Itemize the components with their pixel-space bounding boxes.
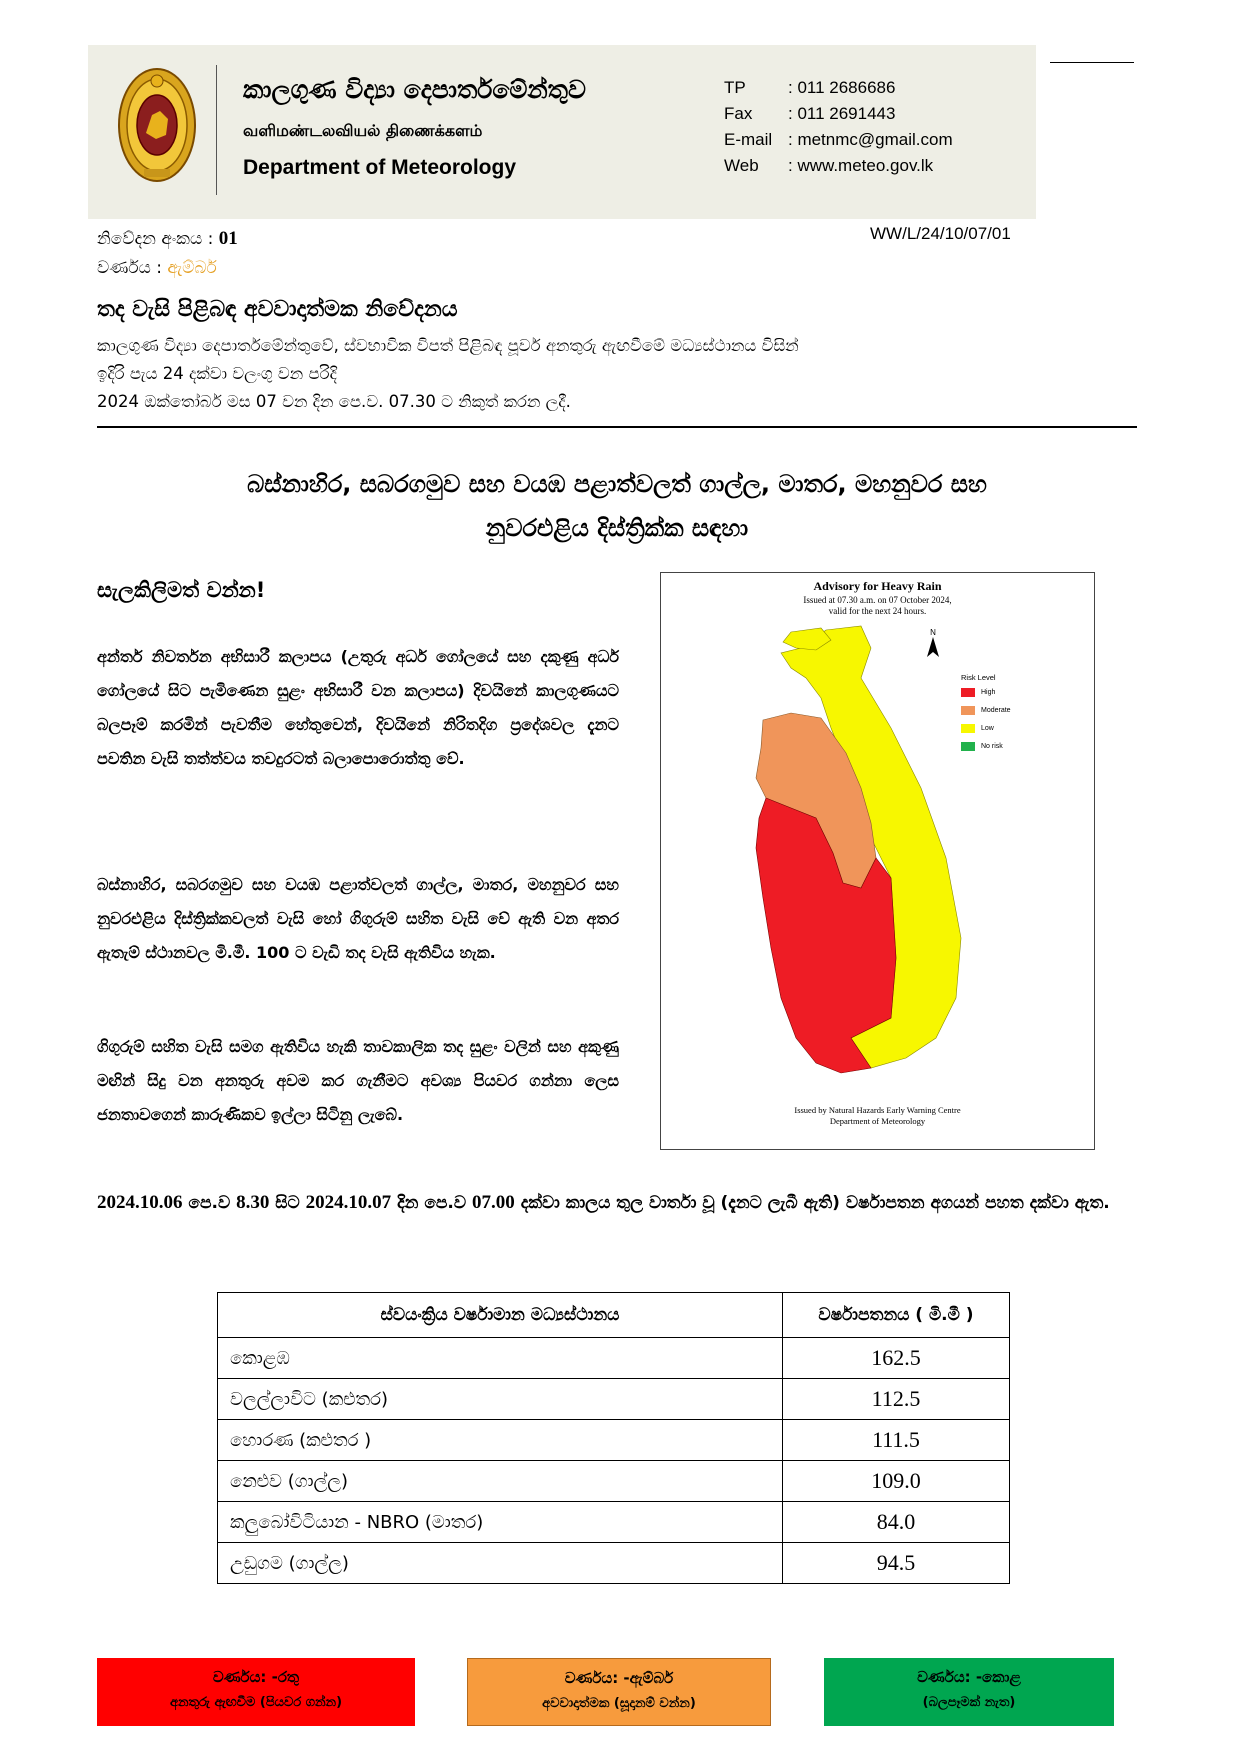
org-name-sinhala: කාලගුණ විද්‍යා දෙපාර්තමේන්තුව	[243, 75, 586, 104]
sri-lanka-map	[721, 618, 981, 1098]
header-rainfall: වර්ෂාපතනය ( මි.මී )	[783, 1293, 1010, 1338]
header-station: ස්වයංක්‍රිය වර්ෂාමාන මධ්‍යස්ථානය	[218, 1293, 783, 1338]
map-footer: Issued by Natural Hazards Early Warning Centre Department of Meteorology	[794, 1105, 961, 1126]
table-row: හොරණ (කළුතර ) 111.5	[218, 1420, 1010, 1461]
rainfall-intro: 2024.10.06 පෙ.ව 8.30 සිට 2024.10.07 දින පෙ.ව 07.00 දක්වා කාලය තුල වාර්තා වූ (දැනට ලැබී ඇති) වර්ෂාපතන අගයන් පහත දක්වා ඇත.	[97, 1192, 1110, 1213]
legend-high: High	[961, 688, 1011, 697]
beware-label: සැලකිලිමත් වන්න!	[97, 578, 266, 602]
legend-box-green: වර්ණය: -කොළ (බලපෑමක් නැත)	[824, 1658, 1114, 1726]
top-rule	[1050, 62, 1134, 63]
map-subtitle: Issued at 07.30 a.m. on 07 October 2024, valid for the next 24 hours.	[803, 595, 952, 616]
north-arrow-icon: N	[926, 628, 940, 659]
legend-moderate: Moderate	[961, 706, 1011, 715]
legend-box-amber: වර්ණය: -ඇම්බර් අවවාදාත්මක (සූදානම් වන්න)	[467, 1658, 771, 1726]
notice-subtitle: කාලගුණ විද්‍යා දෙපාර්තමේන්තුවේ, ස්වභාවික විපත් පිළිබඳ පූර්ව අනතුරු ඇඟවීමේ මධ්‍යස්ථානය විසින් ඉදිරි පැය 24 දක්වා වලංගු වන පරිදි 2024 ඔක්තෝබර් මස 07 වන දින පෙ.ව. 07.30 ට නිකුත් කරන ලදී.	[97, 336, 799, 411]
reference-number: WW/L/24/10/07/01	[870, 224, 1011, 243]
notice-category: වර්ණය : ඇම්බර්	[97, 258, 217, 278]
paragraph-advice: ගිගුරුම් සහිත වැසි සමග ඇතිවිය හැකි තාවකාලික තද සුළං වලින් සහ අකුණු මඟින් සිදු වන අනතුරු අවම කර ගැනීමට අවශ්‍ය පියවර ගන්නා ලෙස ජනතාවගෙන් කාරුණිකව ඉල්ලා සිටිනු ලැබේ.	[97, 1037, 619, 1124]
map-legend: Risk Level High Moderate Low No risk	[961, 673, 1011, 750]
table-row: නෙළුව (ගාල්ල) 109.0	[218, 1461, 1010, 1502]
contact-fax: Fax : 011 2691443	[724, 104, 896, 123]
notice-title: තද වැසි පිළිබඳ අවවාදාත්මක නිවේදනය	[97, 297, 458, 322]
header-divider	[216, 65, 217, 195]
area-heading: බස්නාහිර, සබරගමුව සහ වයඹ පළාත්වලත් ගාල්ල, මාතර, මහනුවර සහ නුවරඑළිය දිස්ත්‍රික්ක සඳහා	[247, 470, 987, 542]
contact-block	[724, 75, 953, 179]
rainfall-table	[217, 1292, 1010, 1584]
paragraph-rain-forecast: බස්නාහිර, සබරගමුව සහ වයඹ පළාත්වලත් ගාල්ල, මාතර, මහනුවර සහ නුවරඑළිය දිස්ත්‍රික්කවලත් වැසි හෝ ගිගුරුම් සහිත වැසි වේ ඇති වන අතර ඇතැම් ස්ථානවල මි.මී. 100 ට වැඩි තද වැසි ඇතිවිය හැක.	[97, 875, 619, 962]
contact-tp: TP : 011 2686686	[724, 78, 896, 97]
contact-email: E-mail : metnmc@gmail.com	[724, 130, 953, 149]
advisory-map	[660, 572, 1095, 1150]
divider	[97, 426, 1137, 428]
table-row: කොළඹ 162.5	[218, 1338, 1010, 1379]
table-row: වලල්ලාවිට (කළුතර) 112.5	[218, 1379, 1010, 1420]
table-row: කලුබෝවිටියාන - NBRO (මාතර) 84.0	[218, 1502, 1010, 1543]
org-name-tamil: வளிமண்டலவியல் திணைக்களம்	[243, 121, 483, 140]
notice-number: නිවේදන අංකය : 01	[97, 228, 238, 249]
org-name-english: Department of Meteorology	[243, 156, 517, 179]
letterhead	[88, 45, 1036, 219]
map-title: Advisory for Heavy Rain	[813, 579, 942, 593]
state-emblem-icon	[116, 65, 198, 187]
legend-no-risk: No risk	[961, 742, 1011, 751]
contact-web: Web : www.meteo.gov.lk	[724, 156, 934, 175]
paragraph-itcz: අන්තර් නිවර්තන අභිසාරී කලාපය (උතුරු අර්ධ ගෝලයේ සහ දකුණු අර්ධ ගෝලයේ සිට පැමිණෙන සුළං අභිසාරී වන කලාපය) දිවයිනේ කාලගුණයට බලපෑම් කරමින් පැවතීම හේතුවෙන්, දිවයිනේ නිරිතදිග ප්‍රදේශවල දැනට පවතින වැසි තත්ත්වය තවදුරටත් බලාපොරොත්තු වේ.	[97, 647, 619, 768]
legend-box-red: වර්ණය: -රතු අනතුරු ඇඟවීම (පියවර ගන්න)	[97, 1658, 415, 1726]
notice-meta	[97, 224, 238, 283]
legend-low: Low	[961, 724, 1011, 733]
table-header-row	[218, 1293, 1010, 1338]
table-row: උඩුගම (ගාල්ල) 94.5	[218, 1543, 1010, 1584]
